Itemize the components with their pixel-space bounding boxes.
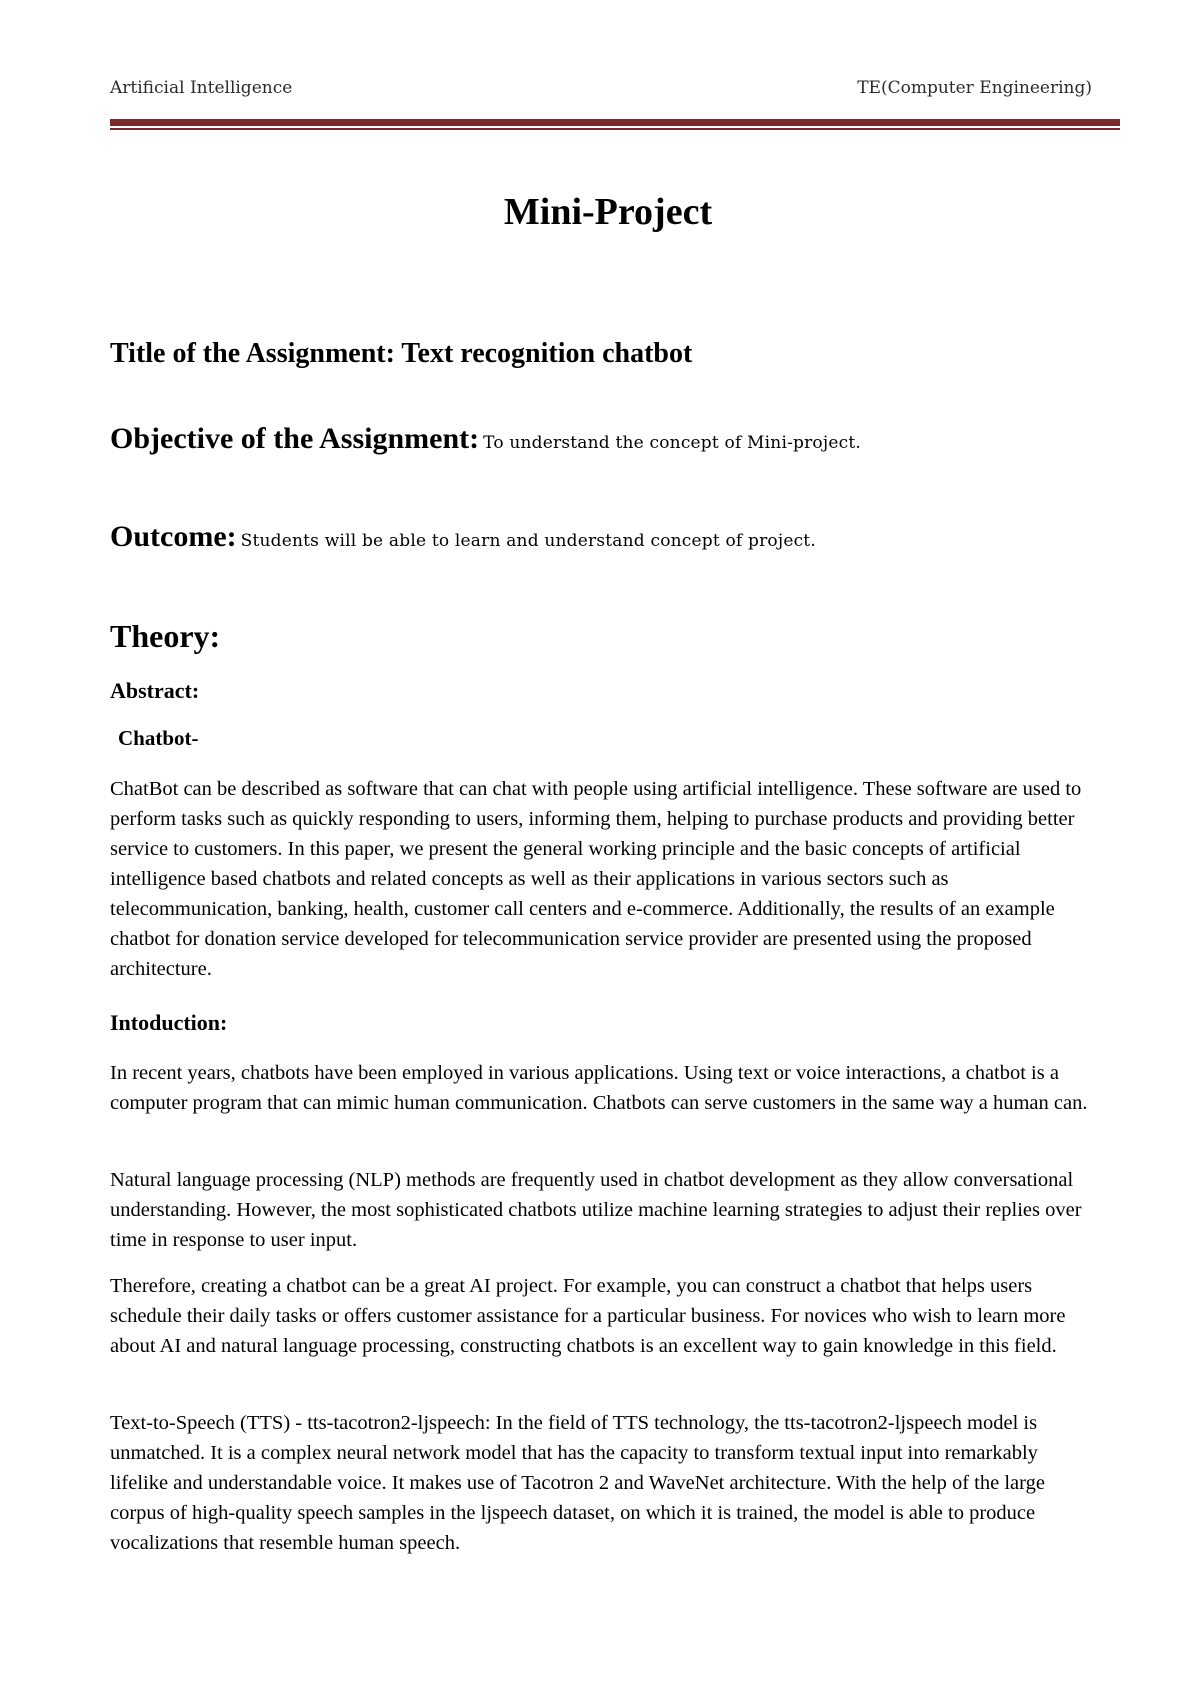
intro-paragraph: Natural language processing (NLP) methods are frequently used in chatbot development as they allow conversational understanding. However, the most sophisticated chatbots utilize machine learning strategies to adjust their replies over time in response to user input. (110, 1169, 1082, 1251)
header-course: TE(Computer Engineering) (857, 78, 1092, 98)
outcome-label: Outcome: (110, 520, 237, 553)
introduction-heading: Intoduction: (110, 1010, 228, 1035)
abstract-heading: Abstract: (110, 678, 200, 703)
header-rule (110, 119, 1120, 126)
abstract-paragraph: ChatBot can be described as software that can chat with people using artificial intelligence. These software are used to perform tasks such as quickly responding to users, informing them, helping to purchase products and providing better service to customers. In this paper, we present the general working principle and the basic concepts of artificial intelligence based chatbots and related concepts as well as their applications in various sectors such as telecommunication, banking, health, customer call centers and e-commerce. Additionally, the results of an example chatbot for donation service developed for telecommunication service provider are presented using the proposed architecture. (110, 778, 1082, 980)
objective-label: Objective of the Assignment: (110, 422, 480, 455)
document-body (110, 190, 1100, 1554)
intro-paragraph: Text-to-Speech (TTS) - tts-tacotron2-ljspeech: In the field of TTS technology, the tts-tacotron2-ljspeech model is unmatched. It is a complex neural network model that has the capacity to transform textual input into remarkably lifelike and understandable voice. It makes use of Tacotron 2 and WaveNet architecture. With the help of the large corpus of high-quality speech samples in the ljspeech dataset, on which it is trained, the model is able to produce vocalizations that resemble human speech. (110, 1412, 1045, 1554)
intro-paragraph: Therefore, creating a chatbot can be a great AI project. For example, you can construct a chatbot that helps users schedule their daily tasks or offers customer assistance for a particular business. For novices who wish to learn more about AI and natural language processing, constructing chatbots is an excellent way to gain knowledge in this field. (110, 1275, 1066, 1357)
intro-paragraph: In recent years, chatbots have been employed in various applications. Using text or voice interactions, a chatbot is a computer program that can mimic human communication. Chatbots can serve customers in the same way a human can. (110, 1062, 1088, 1114)
header-rule-thin (110, 128, 1120, 130)
assignment-title: Title of the Assignment: Text recognition chatbot (110, 338, 693, 369)
page-title: Mini-Project (503, 191, 713, 233)
chatbot-heading: Chatbot- (118, 726, 199, 750)
outcome-line (110, 520, 816, 554)
objective-text: To understand the concept of Mini-project. (483, 433, 861, 453)
outcome-text: Students will be able to learn and understand concept of project. (240, 531, 816, 551)
theory-heading: Theory: (110, 618, 221, 654)
page-header (110, 78, 1100, 108)
objective-line (110, 422, 861, 456)
header-subject: Artificial Intelligence (110, 78, 293, 98)
